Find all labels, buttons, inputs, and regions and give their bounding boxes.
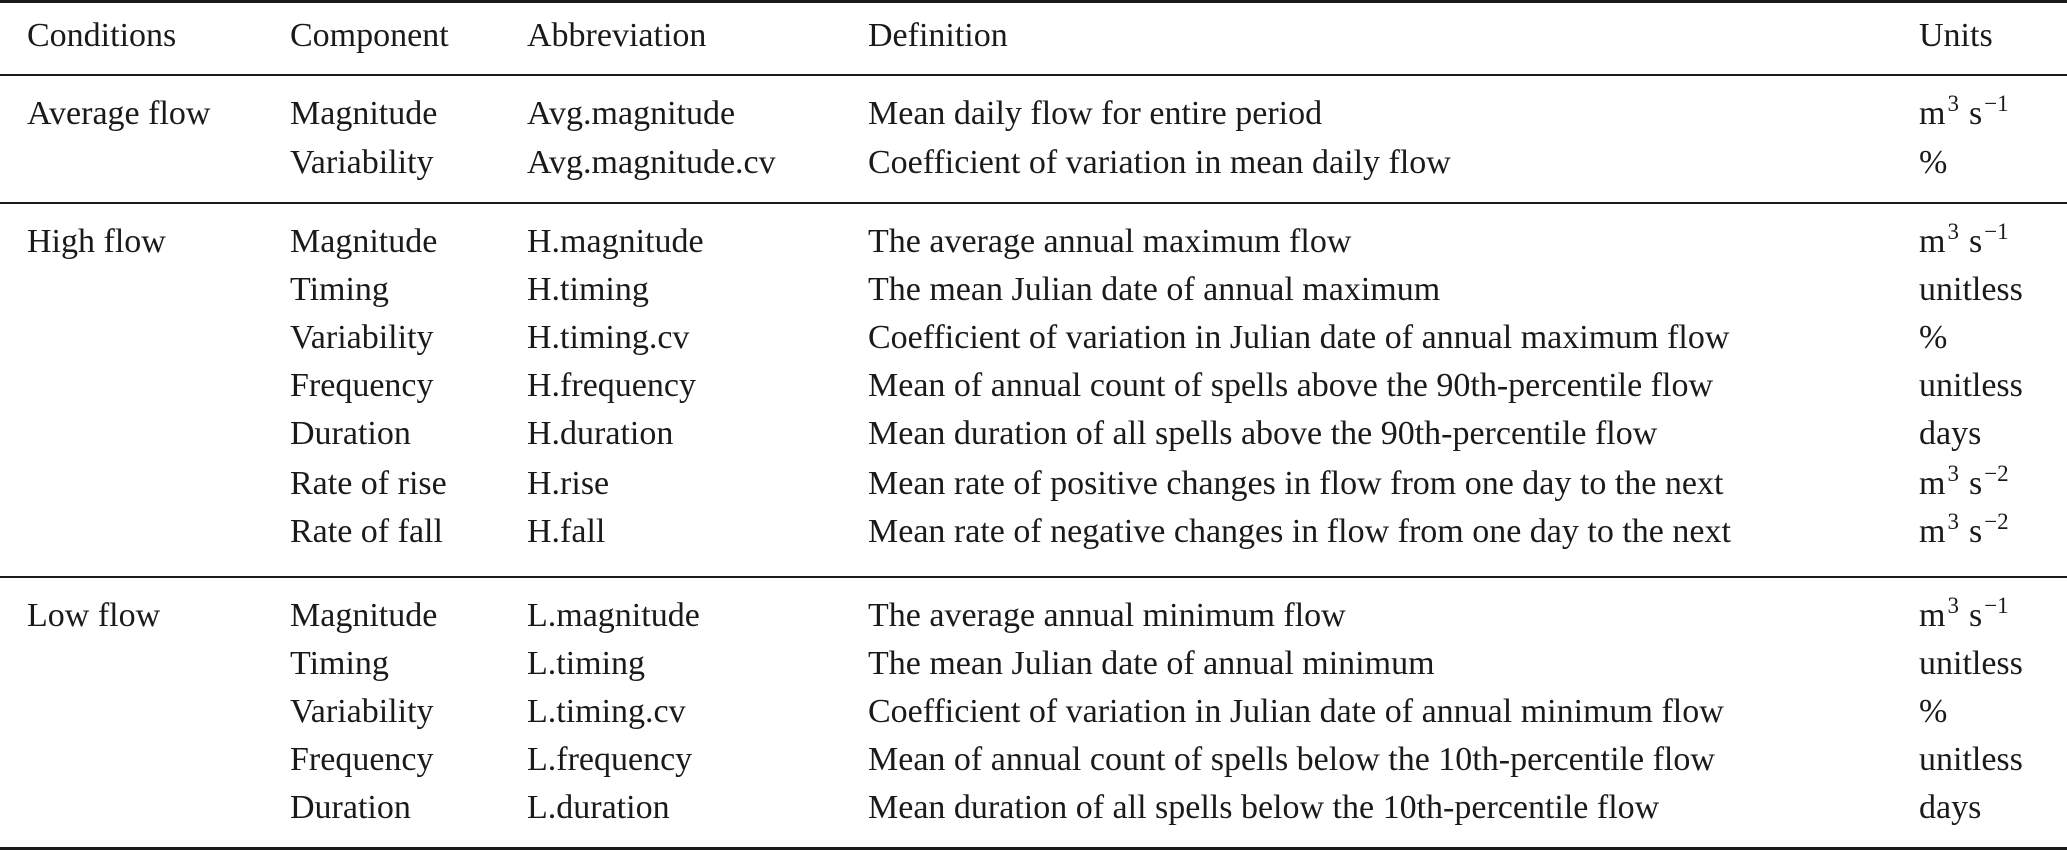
table-row — [0, 784, 2067, 832]
component-cell: Rate of fall — [290, 513, 443, 550]
table-row — [0, 592, 2067, 640]
abbreviation-cell: L.frequency — [527, 741, 693, 778]
definition-cell: Mean rate of positive changes in flow from one day to the next — [868, 465, 1724, 502]
component-cell: Frequency — [290, 741, 434, 778]
header-row — [0, 12, 2067, 60]
table-row — [0, 139, 2067, 187]
table-row — [0, 266, 2067, 314]
definition-cell: Mean rate of negative changes in flow from one day to the next — [868, 513, 1731, 550]
abbreviation-cell: L.magnitude — [527, 597, 700, 634]
abbreviation-cell: H.timing — [527, 271, 649, 308]
definition-cell: Mean of annual count of spells below the 10th-percentile flow — [868, 741, 1715, 778]
unit-cell: % — [1919, 144, 1948, 181]
definition-cell: Coefficient of variation in Julian date of annual minimum flow — [868, 693, 1724, 730]
abbreviation-cell: H.fall — [527, 513, 606, 550]
unit-cell: $m^3$ $s^{-1}$ — [1919, 219, 2009, 260]
component-cell: Duration — [290, 415, 411, 452]
table-row — [0, 314, 2067, 362]
abbreviation-cell: L.timing — [527, 645, 646, 682]
table-row — [0, 736, 2067, 784]
component-cell: Timing — [290, 645, 389, 682]
table-row — [0, 460, 2067, 508]
table-row — [0, 508, 2067, 556]
definition-cell: Mean of annual count of spells above the 90th-percentile flow — [868, 367, 1714, 404]
unit-cell: unitless — [1919, 367, 2023, 404]
table-row — [0, 688, 2067, 736]
definition-cell: The mean Julian date of annual maximum — [868, 271, 1441, 308]
unit-cell: $m^3$ $s^{-2}$ — [1919, 509, 2009, 550]
unit-cell: % — [1919, 693, 1948, 730]
abbreviation-cell: Avg.magnitude — [527, 95, 736, 132]
table-row — [0, 410, 2067, 458]
group-rule-2 — [0, 576, 2067, 578]
component-cell: Variability — [290, 693, 434, 730]
component-cell: Magnitude — [290, 597, 438, 634]
definition-cell: Coefficient of variation in mean daily flow — [868, 144, 1451, 181]
definition-cell: The average annual minimum flow — [868, 597, 1346, 634]
definition-cell: The mean Julian date of annual minimum — [868, 645, 1435, 682]
group-rule-1 — [0, 202, 2067, 204]
table-row — [0, 90, 2067, 138]
component-cell: Magnitude — [290, 95, 438, 132]
condition-label: High flow — [27, 223, 166, 260]
unit-cell: days — [1919, 789, 1982, 826]
abbreviation-cell: H.frequency — [527, 367, 696, 404]
component-cell: Duration — [290, 789, 411, 826]
component-cell: Rate of rise — [290, 465, 447, 502]
header-rule — [0, 74, 2067, 76]
component-cell: Frequency — [290, 367, 434, 404]
component-cell: Timing — [290, 271, 389, 308]
component-cell: Variability — [290, 319, 434, 356]
header-conditions: Conditions — [27, 17, 177, 54]
condition-label: Average flow — [27, 95, 211, 132]
definition-cell: Mean duration of all spells below the 10th-percentile flow — [868, 789, 1660, 826]
unit-cell: $m^3$ $s^{-2}$ — [1919, 461, 2009, 502]
top-rule — [0, 0, 2067, 3]
unit-cell: unitless — [1919, 645, 2023, 682]
unit-cell: $m^3$ $s^{-1}$ — [1919, 91, 2009, 132]
unit-cell: % — [1919, 319, 1948, 356]
condition-label: Low flow — [27, 597, 161, 634]
header-abbreviation: Abbreviation — [527, 17, 707, 54]
unit-cell: unitless — [1919, 271, 2023, 308]
table-row — [0, 362, 2067, 410]
abbreviation-cell: L.timing.cv — [527, 693, 686, 730]
unit-cell: unitless — [1919, 741, 2023, 778]
abbreviation-cell: H.rise — [527, 465, 610, 502]
unit-cell: $m^3$ $s^{-1}$ — [1919, 593, 2009, 634]
component-cell: Magnitude — [290, 223, 438, 260]
component-cell: Variability — [290, 144, 434, 181]
abbreviation-cell: H.duration — [527, 415, 674, 452]
abbreviation-cell: L.duration — [527, 789, 670, 826]
abbreviation-cell: H.magnitude — [527, 223, 704, 260]
table-row — [0, 640, 2067, 688]
header-component: Component — [290, 17, 449, 54]
abbreviation-cell: H.timing.cv — [527, 319, 690, 356]
header-units: Units — [1919, 17, 1993, 54]
definition-cell: Mean duration of all spells above the 90th-percentile flow — [868, 415, 1658, 452]
unit-cell: days — [1919, 415, 1982, 452]
definition-cell: The average annual maximum flow — [868, 223, 1352, 260]
table-row — [0, 218, 2067, 266]
definition-cell: Coefficient of variation in Julian date of annual maximum flow — [868, 319, 1730, 356]
definition-cell: Mean daily flow for entire period — [868, 95, 1323, 132]
abbreviation-cell: Avg.magnitude.cv — [527, 144, 776, 181]
header-definition: Definition — [868, 17, 1008, 54]
